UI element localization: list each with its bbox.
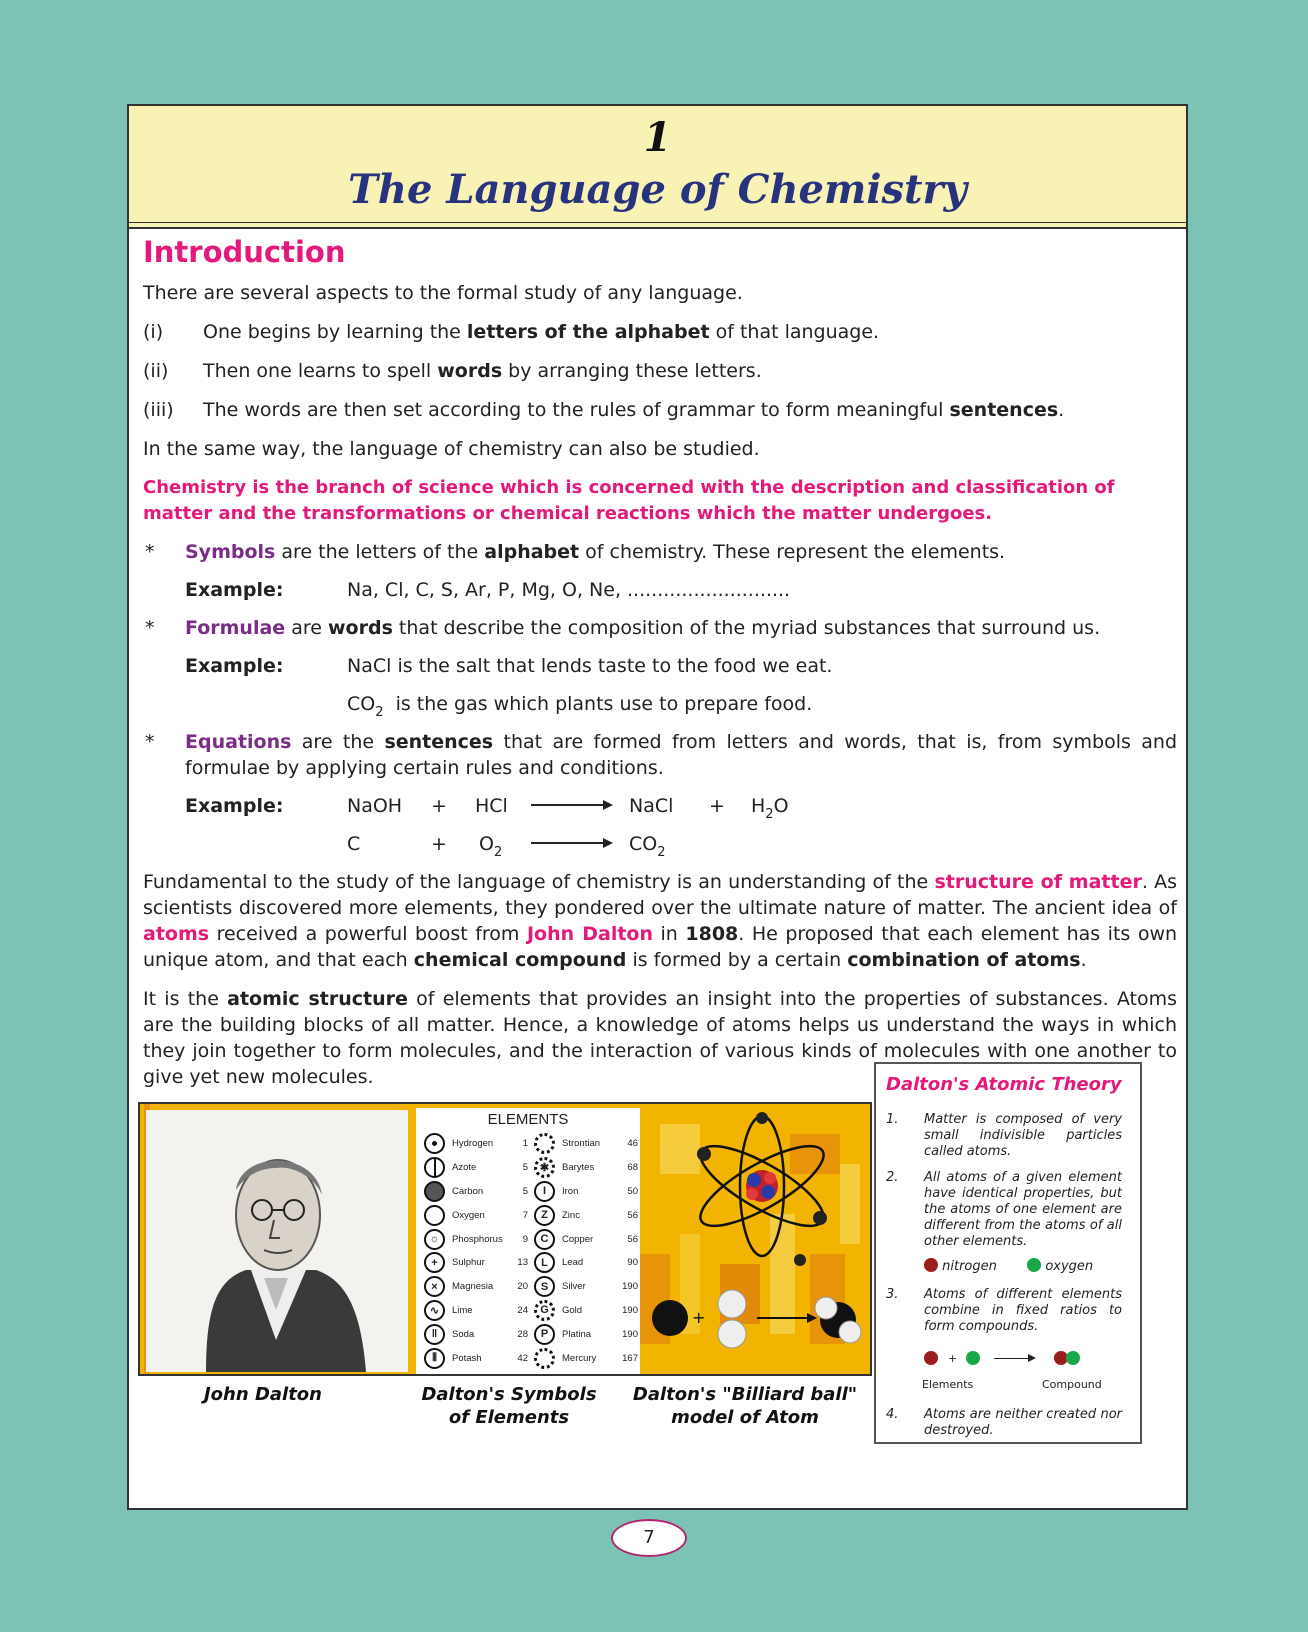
element-weight: 42 bbox=[517, 1352, 528, 1364]
matter-paragraph bbox=[143, 869, 1177, 973]
element-row bbox=[424, 1203, 528, 1227]
text: is formed by a certain bbox=[626, 949, 848, 971]
reaction-arrow-icon bbox=[531, 842, 611, 844]
svg-text:+: + bbox=[692, 1308, 706, 1327]
compound-label: Compound bbox=[1042, 1378, 1102, 1391]
reactant: NaOH bbox=[347, 795, 403, 817]
example-equation-2 bbox=[185, 831, 1177, 860]
bullet-text: that are formed from letters and words, that is, from symbols and formulae by applying certain rules and conditions. bbox=[185, 731, 1178, 779]
filled-circle-icon bbox=[424, 1181, 445, 1202]
example-text: is the gas which plants use to prepare food. bbox=[383, 693, 813, 715]
letter-circle-icon: L bbox=[534, 1252, 555, 1273]
gear-circle-icon bbox=[534, 1348, 555, 1369]
atom-legend bbox=[876, 1258, 1140, 1275]
subscript: 2 bbox=[375, 705, 384, 720]
intro-paragraph: There are several aspects to the formal study of any language. bbox=[143, 282, 743, 304]
element-row bbox=[534, 1346, 638, 1370]
element-name: Zinc bbox=[562, 1209, 580, 1221]
element-row bbox=[424, 1299, 528, 1323]
element-row bbox=[424, 1132, 528, 1156]
text: of elements that provides an insight into the properties of substances. Atoms are the building blocks of all matter. Hence, a knowledge of atoms helps us understand the ways in which they join together to form molecules, and the interaction of various kinds of molecules with one another to give yet new molecules. bbox=[143, 988, 1178, 1088]
element-weight: 5 bbox=[522, 1162, 528, 1174]
formula-part: CO bbox=[629, 833, 658, 855]
element-weight: 190 bbox=[622, 1304, 638, 1316]
element-name: Lead bbox=[562, 1257, 584, 1269]
element-weight: 20 bbox=[517, 1281, 528, 1293]
element-row bbox=[424, 1180, 528, 1204]
reactant: HCl bbox=[475, 795, 508, 817]
bullet-text: are the letters of the bbox=[275, 541, 485, 563]
bold-text: combination of atoms bbox=[847, 949, 1081, 971]
example-text: NaCl is the salt that lends taste to the food we eat. bbox=[347, 655, 833, 677]
element-name: Lime bbox=[452, 1304, 473, 1316]
bullet-bold: words bbox=[328, 617, 393, 639]
letter-circle-icon: Z bbox=[534, 1205, 555, 1226]
element-weight: 5 bbox=[522, 1185, 528, 1197]
bullet-text: are the bbox=[291, 731, 385, 753]
formula-part: H bbox=[751, 795, 766, 817]
element-row bbox=[534, 1275, 638, 1299]
element-name: Copper bbox=[562, 1233, 594, 1245]
element-name: Azote bbox=[452, 1162, 477, 1174]
element-row bbox=[424, 1346, 528, 1370]
theory-number: 2. bbox=[886, 1170, 899, 1185]
list-bold: sentences bbox=[949, 399, 1059, 421]
sun-circle-icon: ☼ bbox=[424, 1229, 445, 1250]
list-item bbox=[143, 358, 1177, 384]
elements-column-right bbox=[534, 1132, 638, 1370]
elements-column-left bbox=[424, 1132, 528, 1370]
gear-circle-icon bbox=[534, 1133, 555, 1154]
theory-text: Matter is composed of very small indivisible particles called atoms. bbox=[924, 1112, 1122, 1159]
text: in bbox=[653, 923, 686, 945]
elements-label: Elements bbox=[922, 1378, 974, 1391]
plus-sign: + bbox=[948, 1352, 958, 1365]
element-name: Hydrogen bbox=[452, 1138, 494, 1150]
reactant bbox=[479, 831, 511, 860]
theory-item bbox=[876, 1287, 1140, 1335]
list-number: (ii) bbox=[143, 360, 169, 382]
dalton-theory-title: Dalton's Atomic Theory bbox=[886, 1074, 1122, 1095]
element-row bbox=[424, 1156, 528, 1180]
element-weight: 56 bbox=[627, 1209, 638, 1221]
list-item bbox=[143, 397, 1177, 423]
element-weight: 190 bbox=[622, 1281, 638, 1293]
theory-text: Atoms are neither created nor destroyed. bbox=[924, 1407, 1122, 1438]
element-name: Phosphorus bbox=[452, 1233, 503, 1245]
element-name: Soda bbox=[452, 1328, 475, 1340]
element-weight: 9 bbox=[522, 1233, 528, 1245]
bullet-star: * bbox=[145, 731, 155, 753]
example-formulae-2 bbox=[185, 691, 1177, 720]
example-label: Example: bbox=[185, 655, 284, 677]
subscript: 2 bbox=[493, 845, 503, 860]
main-content bbox=[143, 234, 1177, 1103]
element-name: Barytes bbox=[562, 1162, 595, 1174]
plus-sign: + bbox=[709, 795, 725, 817]
bullet-symbols bbox=[143, 539, 1177, 565]
reactant: C bbox=[347, 833, 361, 855]
text: It is the bbox=[143, 988, 228, 1010]
chapter-number: 1 bbox=[643, 114, 672, 161]
legend-label: nitrogen bbox=[942, 1259, 997, 1274]
header-rule bbox=[129, 222, 1186, 223]
arrow-head-icon bbox=[1028, 1354, 1036, 1362]
bullet-bold: alphabet bbox=[484, 541, 580, 563]
list-text: . bbox=[1058, 399, 1065, 421]
element-name: Platina bbox=[562, 1328, 592, 1340]
chemistry-definition: Chemistry is the branch of science which is concerned with the description and classification of matter and the transformations or chemical reactions which the matter undergoes. bbox=[143, 477, 1115, 524]
list-item bbox=[143, 319, 1177, 345]
element-weight: 190 bbox=[622, 1328, 638, 1340]
letter-circle-icon: S bbox=[534, 1276, 555, 1297]
gear-circle-icon: ✱ bbox=[534, 1157, 555, 1178]
formula-part: O bbox=[479, 833, 494, 855]
element-weight: 13 bbox=[517, 1257, 528, 1269]
theory-text: All atoms of a given element have identical properties, but the atoms of one element are different from the atoms of all other elements. bbox=[924, 1170, 1122, 1249]
example-symbols bbox=[185, 577, 1177, 603]
subscript: 2 bbox=[657, 845, 666, 860]
bold-text: 1808 bbox=[685, 923, 739, 945]
text: . As scientists discovered more elements, they pondered over the ultimate nature of matter. The ancient idea of bbox=[143, 871, 1177, 919]
bars4-circle-icon: ⦀ bbox=[424, 1348, 445, 1369]
bold-text: atomic structure bbox=[227, 988, 408, 1010]
caption-portrait: John Dalton bbox=[203, 1384, 322, 1405]
letter-circle-icon: G bbox=[534, 1300, 555, 1321]
nitrogen-dot-icon bbox=[924, 1258, 938, 1272]
list-bold: words bbox=[437, 360, 503, 382]
element-name: Iron bbox=[562, 1185, 579, 1197]
list-text: by arranging these letters. bbox=[502, 360, 762, 382]
empty-circle-icon bbox=[424, 1205, 445, 1226]
theory-item bbox=[876, 1112, 1140, 1160]
bullet-star: * bbox=[145, 617, 155, 639]
list-bold: letters of the alphabet bbox=[466, 321, 710, 343]
element-row bbox=[534, 1203, 638, 1227]
intro-paragraph-2: In the same way, the language of chemistry can also be studied. bbox=[143, 438, 760, 460]
page-number: 7 bbox=[611, 1519, 687, 1557]
element-name: Carbon bbox=[452, 1185, 484, 1197]
element-row bbox=[534, 1251, 638, 1275]
nitrogen-dot-icon bbox=[924, 1351, 938, 1365]
oxygen-dot-icon bbox=[1066, 1351, 1080, 1365]
element-weight: 46 bbox=[627, 1138, 638, 1150]
bullet-star: * bbox=[145, 541, 155, 563]
highlight: structure of matter bbox=[934, 871, 1142, 893]
element-row bbox=[424, 1322, 528, 1346]
element-weight: 24 bbox=[517, 1304, 528, 1316]
element-row bbox=[534, 1132, 638, 1156]
formula-part: O bbox=[773, 795, 789, 817]
atom-model-illustration bbox=[642, 1108, 868, 1376]
subscript: 2 bbox=[765, 807, 774, 822]
element-row bbox=[534, 1156, 638, 1180]
letter-circle-icon: C bbox=[534, 1229, 555, 1250]
element-weight: 90 bbox=[627, 1257, 638, 1269]
letter-circle-icon: P bbox=[534, 1324, 555, 1345]
list-text: The words are then set according to the rules of grammar to form meaningful bbox=[203, 399, 950, 421]
element-name: Sulphur bbox=[452, 1257, 485, 1269]
element-name: Gold bbox=[562, 1304, 583, 1316]
term-formulae: Formulae bbox=[185, 617, 286, 639]
reaction-arrow-icon bbox=[531, 804, 611, 806]
theory-text: Atoms of different elements combine in fixed ratios to form compounds. bbox=[924, 1287, 1122, 1334]
element-name: Magnesia bbox=[452, 1281, 494, 1293]
highlight: atoms bbox=[143, 923, 210, 945]
element-weight: 68 bbox=[627, 1162, 638, 1174]
example-equation-1 bbox=[185, 793, 1177, 822]
formula-co2: CO bbox=[347, 693, 376, 715]
element-row bbox=[534, 1180, 638, 1204]
x-circle-icon: × bbox=[424, 1276, 445, 1297]
text: . He proposed that each element has its own unique atom, and that each bbox=[143, 923, 1178, 971]
bullet-text: that describe the composition of the myriad substances that surround us. bbox=[392, 617, 1101, 639]
dalton-elements-table bbox=[416, 1108, 640, 1376]
element-name: Oxygen bbox=[452, 1209, 485, 1221]
legend-label: oxygen bbox=[1045, 1259, 1094, 1274]
theory-item bbox=[876, 1407, 1140, 1439]
dot-circle-icon bbox=[424, 1133, 445, 1154]
element-row bbox=[424, 1275, 528, 1299]
element-name: Silver bbox=[562, 1281, 586, 1293]
term-symbols: Symbols bbox=[185, 541, 276, 563]
bullet-text: are bbox=[285, 617, 328, 639]
illustration-strip bbox=[138, 1102, 872, 1376]
bars-circle-icon: ‖ bbox=[424, 1324, 445, 1345]
compound-diagram bbox=[876, 1345, 1140, 1399]
example-label: Example: bbox=[185, 579, 284, 601]
list-text: Then one learns to spell bbox=[203, 360, 438, 382]
element-row bbox=[534, 1299, 638, 1323]
element-weight: 167 bbox=[622, 1352, 638, 1364]
dalton-theory-list bbox=[876, 1112, 1140, 1449]
bullet-bold: sentences bbox=[384, 731, 494, 753]
product: NaCl bbox=[629, 795, 674, 817]
theory-number: 1. bbox=[886, 1112, 899, 1127]
example-label: Example: bbox=[185, 795, 284, 817]
list-text: One begins by learning the bbox=[203, 321, 467, 343]
element-weight: 28 bbox=[517, 1328, 528, 1340]
element-row bbox=[424, 1251, 528, 1275]
list-number: (iii) bbox=[143, 399, 174, 421]
cross-circle-icon: + bbox=[424, 1252, 445, 1273]
element-name: Mercury bbox=[562, 1352, 597, 1364]
wave-circle-icon: ∿ bbox=[424, 1300, 445, 1321]
example-text: Na, Cl, C, S, Ar, P, Mg, O, Ne, ........................... bbox=[347, 579, 791, 601]
theory-item bbox=[876, 1170, 1140, 1250]
plus-sign: + bbox=[431, 833, 447, 855]
element-weight: 7 bbox=[522, 1209, 528, 1221]
element-weight: 56 bbox=[627, 1233, 638, 1245]
oxygen-dot-icon bbox=[1027, 1258, 1041, 1272]
letter-circle-icon: I bbox=[534, 1181, 555, 1202]
bullet-formulae bbox=[143, 615, 1177, 641]
section-heading: Introduction bbox=[143, 235, 346, 269]
dalton-theory-box bbox=[874, 1062, 1142, 1444]
caption-model: Dalton's "Billiard ball" model of Atom bbox=[632, 1384, 858, 1428]
highlight: John Dalton bbox=[526, 923, 653, 945]
example-formulae bbox=[185, 653, 1177, 679]
element-weight: 50 bbox=[627, 1185, 638, 1197]
text: . bbox=[1080, 949, 1087, 971]
bold-text: chemical compound bbox=[413, 949, 627, 971]
bullet-equations bbox=[143, 729, 1177, 781]
term-equations: Equations bbox=[185, 731, 292, 753]
product bbox=[751, 793, 789, 822]
caption-symbols: Dalton's Symbols of Elements bbox=[421, 1384, 597, 1428]
list-text: of that language. bbox=[709, 321, 880, 343]
list-number: (i) bbox=[143, 321, 164, 343]
line-circle-icon bbox=[424, 1157, 445, 1178]
theory-number: 4. bbox=[886, 1407, 899, 1422]
product bbox=[629, 831, 666, 860]
element-weight: 1 bbox=[522, 1138, 528, 1150]
element-row bbox=[534, 1227, 638, 1251]
oxygen-dot-icon bbox=[966, 1351, 980, 1365]
elements-title: ELEMENTS bbox=[487, 1111, 569, 1128]
text: Fundamental to the study of the language of chemistry is an understanding of the bbox=[143, 871, 935, 893]
chapter-header bbox=[129, 106, 1186, 229]
element-name: Potash bbox=[452, 1352, 482, 1364]
text: received a powerful boost from bbox=[209, 923, 527, 945]
john-dalton-portrait bbox=[146, 1110, 408, 1372]
plus-sign: + bbox=[431, 795, 447, 817]
element-row bbox=[424, 1227, 528, 1251]
element-name: Strontian bbox=[562, 1138, 601, 1150]
theory-number: 3. bbox=[886, 1287, 899, 1302]
bullet-text: of chemistry. These represent the elements. bbox=[579, 541, 1006, 563]
reaction-arrow-icon bbox=[994, 1358, 1030, 1359]
chapter-title: The Language of Chemistry bbox=[348, 166, 967, 213]
element-row bbox=[534, 1322, 638, 1346]
page-frame bbox=[127, 104, 1188, 1510]
